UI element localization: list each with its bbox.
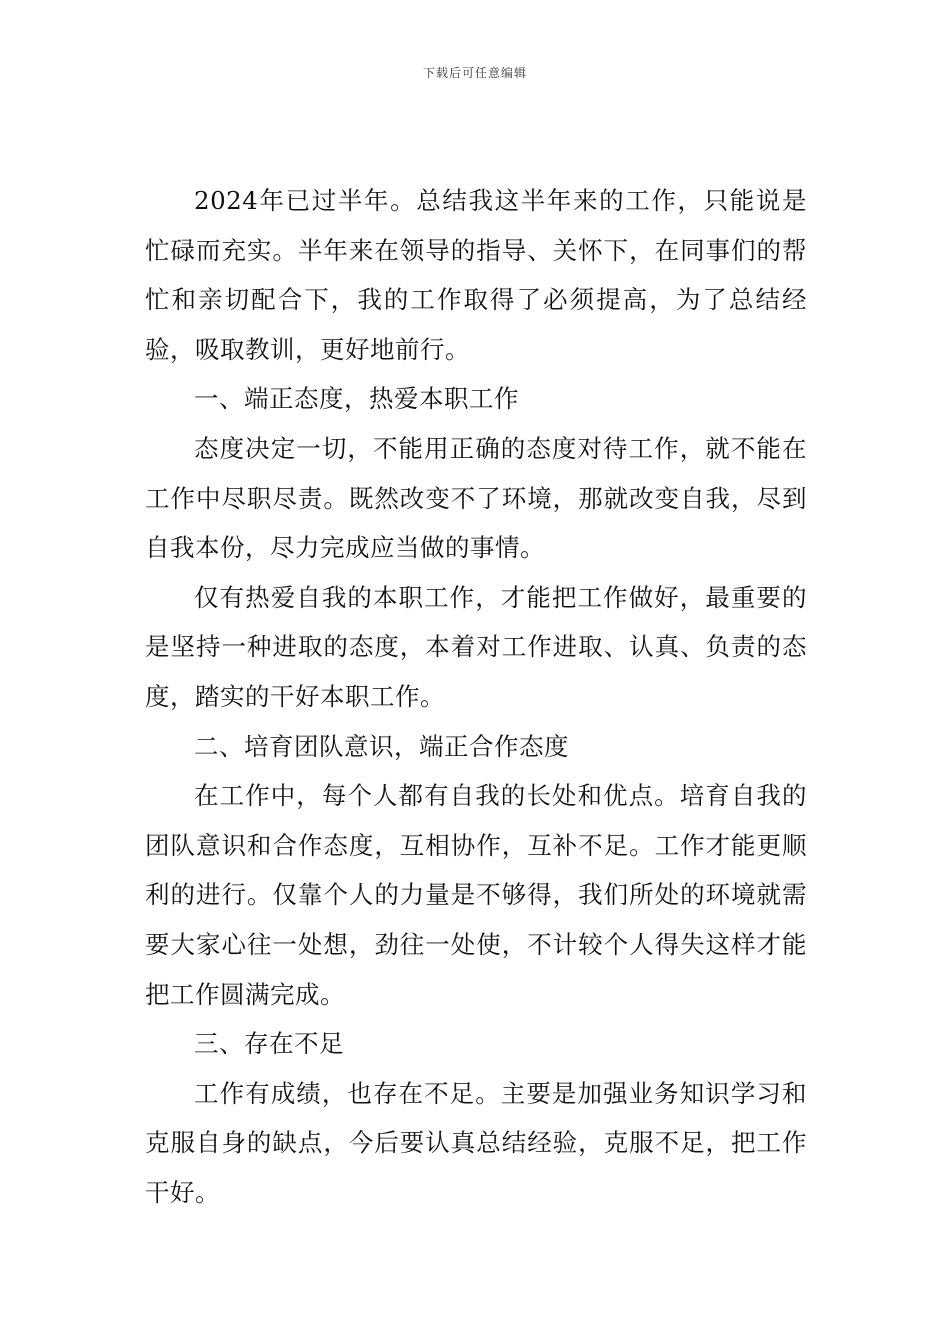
- section-3-paragraph-1: 工作有成绩，也存在不足。主要是加强业务知识学习和克服自身的缺点，今后要认真总结经验，克服不足，把工作干好。: [145, 1078, 807, 1207]
- section-3-heading: 三、存在不足: [194, 1029, 344, 1059]
- intro-paragraph: 2024年已过半年。总结我这半年来的工作，只能说是忙碌而充实。半年来在领导的指导、关怀下，在同事们的帮忙和亲切配合下，我的工作取得了必须提高，为了总结经验，吸取教训，更好地前行。: [145, 186, 807, 364]
- header-note: 下载后可任意编辑: [422, 66, 527, 80]
- document-body: [145, 176, 807, 1217]
- section-1-heading: 一、端正态度，热爱本职工作: [194, 384, 519, 414]
- section-2-paragraph-1: 在工作中，每个人都有自我的长处和优点。培育自我的团队意识和合作态度，互相协作，互补不足。工作才能更顺利的进行。仅靠个人的力量是不够得，我们所处的环境就需要大家心往一处想，劲往一处使，不计较个人得失这样才能把工作圆满完成。: [145, 781, 807, 1009]
- section-1-paragraph-1: 态度决定一切，不能用正确的态度对待工作，就不能在工作中尽职尽责。既然改变不了环境，那就改变自我，尽到自我本份，尽力完成应当做的事情。: [145, 433, 807, 563]
- section-2-heading: 二、培育团队意识，端正合作态度: [194, 731, 569, 761]
- section-1-paragraph-2: 仅有热爱自我的本职工作，才能把工作做好，最重要的是坚持一种进取的态度，本着对工作进取、认真、负责的态度，踏实的干好本职工作。: [145, 582, 807, 711]
